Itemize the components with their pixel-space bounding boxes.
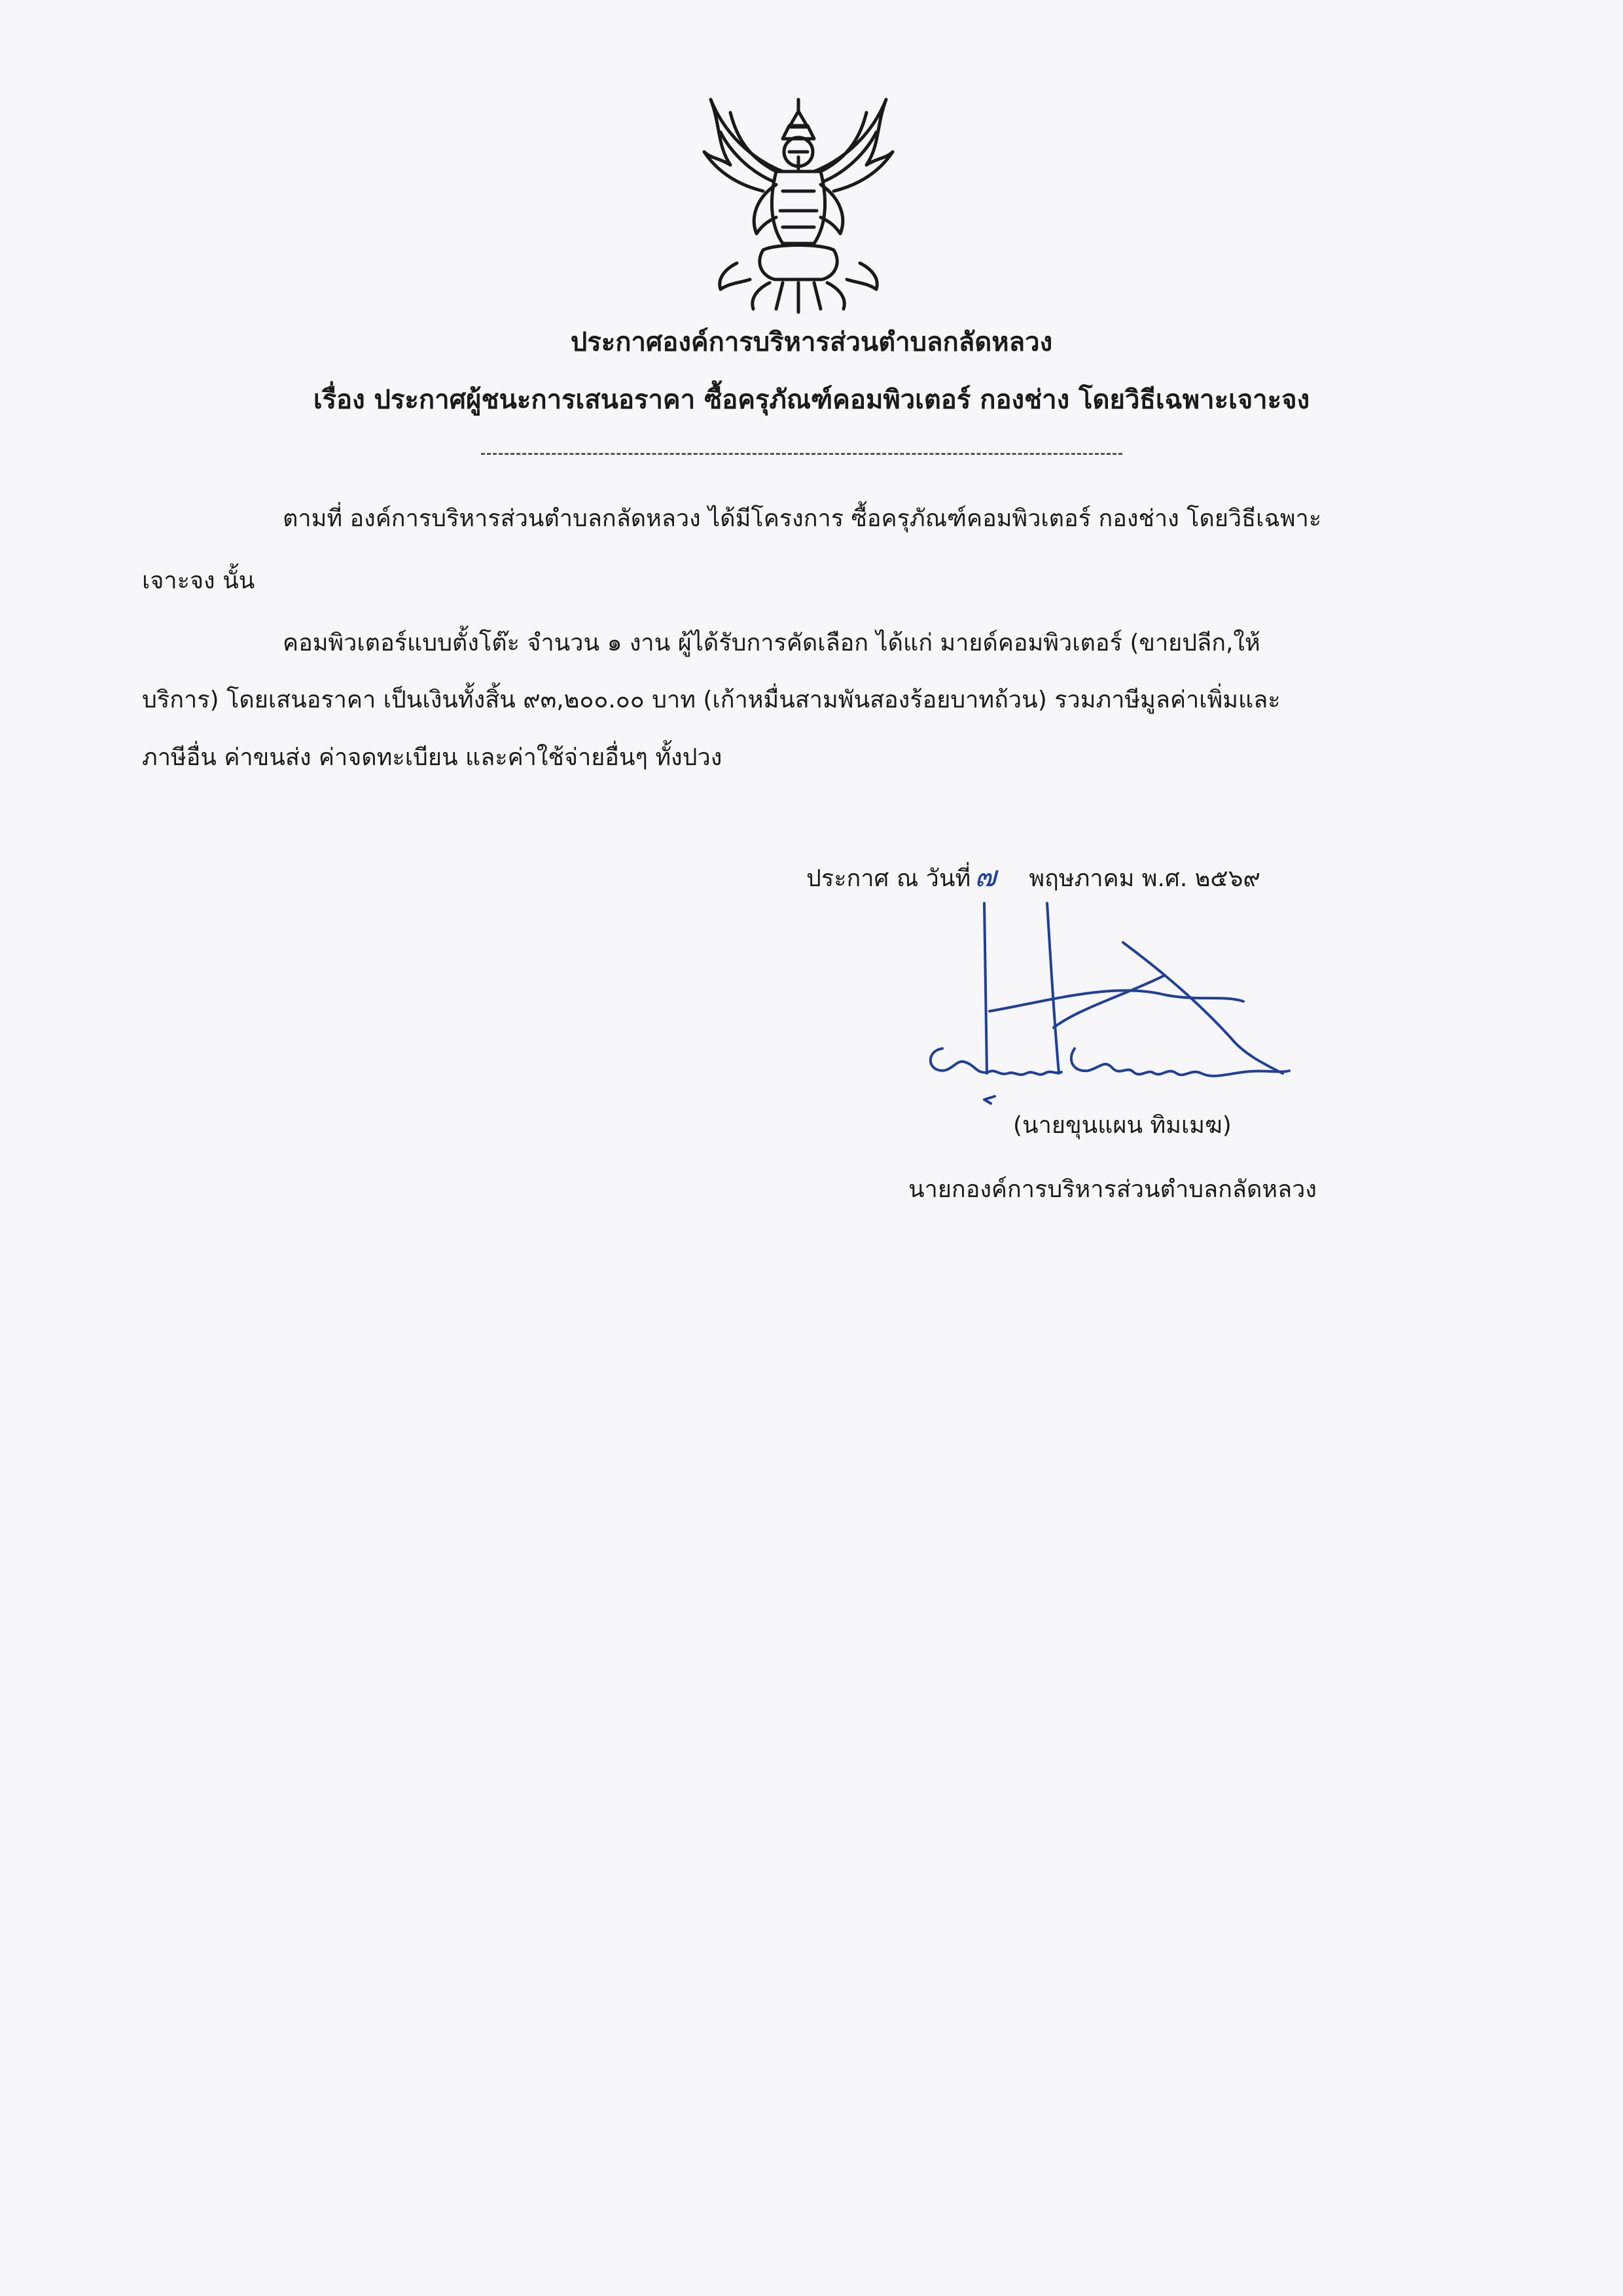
paragraph-2-line-2: บริการ) โดยเสนอราคา เป็นเงินทั้งสิ้น ๙๓,๒๐๐.๐๐ บาท (เก้าหมื่นสามพันสองร้อยบาทถ้วน) รวมภาษีมูลค่าเพิ่มและ <box>142 687 1281 713</box>
date-month-year: พฤษภาคม พ.ศ. ๒๕๖๙ <box>1029 865 1260 892</box>
date-prefix: ประกาศ ณ วันที่ <box>806 865 971 892</box>
garuda-emblem-icon <box>691 86 906 317</box>
date-day: ๗ <box>974 860 997 893</box>
paragraph-2-line-3: ภาษีอื่น ค่าขนส่ง ค่าจดทะเบียน และค่าใช้จ่ายอื่นๆ ทั้งปวง <box>142 744 722 771</box>
paragraph-2-line-1: คอมพิวเตอร์แบบตั้งโต๊ะ จำนวน ๑ งาน ผู้ได้รับการคัดเลือก ได้แก่ มายด์คอมพิวเตอร์ (ขายปลีก,ให้ <box>283 630 1260 656</box>
signatory-name: (นายขุนแผน ทิมเมฆ) <box>1013 1112 1232 1139</box>
document-title: ประกาศองค์การบริหารส่วนตำบลกลัดหลวง <box>570 327 1053 357</box>
document-subject: เรื่อง ประกาศผู้ชนะการเสนอราคา ซื้อครุภัณฑ์คอมพิวเตอร์ กองช่าง โดยวิธีเฉพาะเจาะจง <box>313 385 1310 415</box>
signatory-position: นายกองค์การบริหารส่วนตำบลกลัดหลวง <box>908 1176 1317 1203</box>
handwritten-signature <box>916 897 1309 1113</box>
announcement-date <box>806 860 1260 893</box>
header-divider <box>481 453 1122 455</box>
paragraph-1-line-1: ตามที่ องค์การบริหารส่วนตำบลกลัดหลวง ได้มีโครงการ ซื้อครุภัณฑ์คอมพิวเตอร์ กองช่าง โดยวิธีเฉพาะ <box>283 505 1322 532</box>
paragraph-1-line-2: เจาะจง นั้น <box>142 567 255 594</box>
